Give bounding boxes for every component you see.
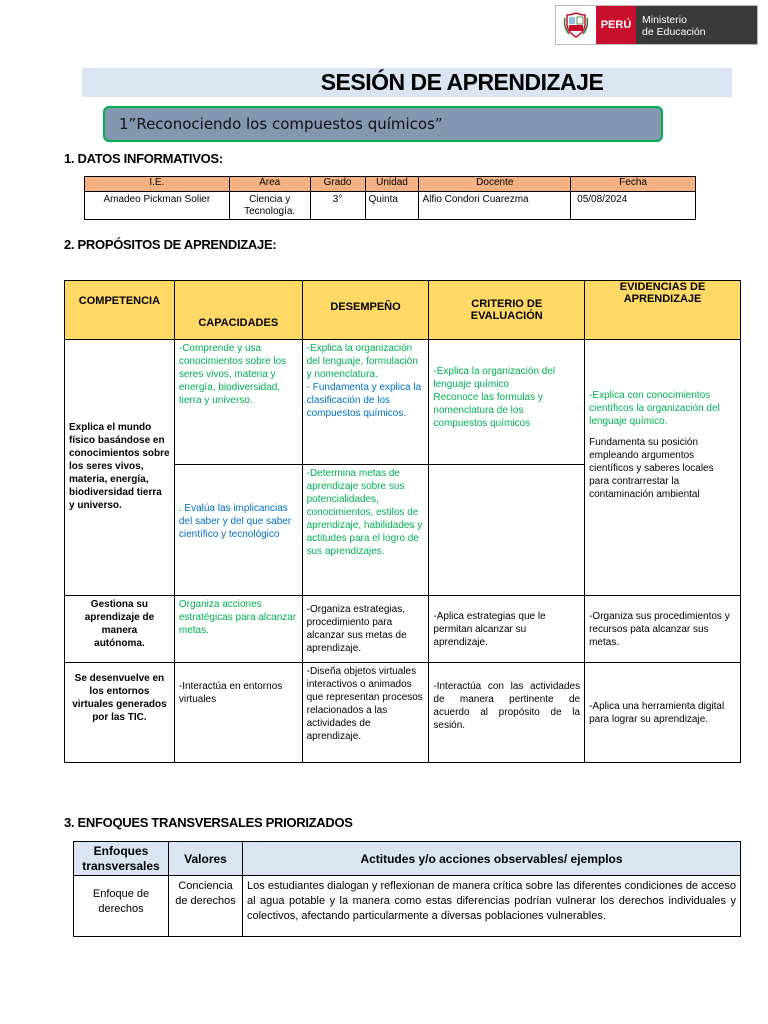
criterio-2 <box>429 465 585 596</box>
capacidad-1: -Comprende y usa conocimientos sobre los seres vivos, materia y energía, biodiversidad, tierra y universo. <box>174 340 302 465</box>
cell-actitudes: Los estudiantes dialogan y reflexionan de manera crítica sobre las diferentes condiciones de acceso al agua potable y la manera como estas diferencias podrían vulnerar los derechos individuales y colectivos, afectando particularmente a diversas poblaciones vulnerables. <box>243 876 741 937</box>
minedu-logo <box>555 5 758 45</box>
table-header-row <box>74 842 741 876</box>
datos-table <box>84 176 696 220</box>
cell-valor: Conciencia de derechos <box>169 876 243 937</box>
header-evidencias: EVIDENCIAS DE APRENDIZAJE <box>585 281 741 340</box>
table-row <box>85 192 696 220</box>
header-desempeno: DESEMPEÑO <box>302 281 429 340</box>
table-row <box>65 340 741 465</box>
criterio-1: -Explica la organización del lenguaje químico Reconoce las formulas y nomenclatura de los compuestos químicos <box>429 340 585 465</box>
header-docente: Docente <box>419 177 571 192</box>
evidencia-4: -Aplica una herramienta digital para lograr su aprendizaje. <box>585 663 741 763</box>
cell-ie: Amadeo Pickman Solier <box>85 192 230 220</box>
cell-unidad: Quinta <box>365 192 419 220</box>
cell-area: Ciencia y Tecnología. <box>229 192 310 220</box>
header-competencia: COMPETENCIA <box>65 281 175 340</box>
section-propositos-heading: 2. PROPÓSITOS DE APRENDIZAJE: <box>64 237 277 252</box>
table-row <box>74 876 741 937</box>
capacidad-2: . Evalúa las implicancias del saber y del que saber científico y tecnológico <box>174 465 302 596</box>
criterio-3: -Aplica estrategias que le permitan alcanzar su aprendizaje. <box>429 596 585 663</box>
enfoques-table <box>73 841 741 937</box>
desempeno-1: -Explica la organización del lenguaje, formulación y nomenclatura. - Fundamenta y explica la clasificación de los compuestos químicos. <box>302 340 429 465</box>
header-fecha: Fecha <box>571 177 696 192</box>
evidencia-3: -Organiza sus procedimientos y recursos pata alcanzar sus metas. <box>585 596 741 663</box>
header-capacidades: CAPACIDADES <box>174 281 302 340</box>
logo-ministry: Ministerio de Educación <box>636 6 757 44</box>
logo-country: PERÚ <box>596 6 636 44</box>
evidencia-1: -Explica con conocimientos científicos la organización del lenguaje químico. Fundamenta su posición empleando argumentos científicos y saberes locales para contrarrestar la contaminación ambiental <box>585 340 741 596</box>
cell-docente: Alfio Condori Cuarezma <box>419 192 571 220</box>
section-datos-heading: 1. DATOS INFORMATIVOS: <box>64 151 223 166</box>
capacidad-3: Organiza acciones estratégicas para alcanzar metas. <box>174 596 302 663</box>
table-row <box>65 596 741 663</box>
coat-of-arms-icon <box>556 6 596 44</box>
desempeno-4: -Diseña objetos virtuales interactivos o animados que representan procesos relacionados a las actividades de aprendizaje. <box>302 663 429 763</box>
header-ie: I.E. <box>85 177 230 192</box>
propositos-table <box>64 280 741 763</box>
table-header-row <box>65 281 741 340</box>
header-criterio: CRITERIO DE EVALUACIÓN <box>429 281 585 340</box>
session-subtitle: 1”Reconociendo los compuestos químicos” <box>103 106 663 142</box>
cell-grado: 3° <box>310 192 365 220</box>
header-grado: Grado <box>310 177 365 192</box>
header-enfoques: Enfoques transversales <box>74 842 169 876</box>
page-title: SESIÓN DE APRENDIZAJE <box>320 69 604 95</box>
header-area: Área <box>229 177 310 192</box>
capacidad-4: -Interactúa en entornos virtuales <box>174 663 302 763</box>
competencia-3: Se desenvuelve en los entornos virtuales generados por las TIC. <box>65 663 175 763</box>
table-header-row <box>85 177 696 192</box>
cell-enfoque: Enfoque de derechos <box>74 876 169 937</box>
cell-fecha: 05/08/2024 <box>571 192 696 220</box>
competencia-1: Explica el mundo físico basándose en conocimientos sobre los seres vivos, materia, energía, biodiversidad tierra y universo. <box>65 340 175 596</box>
header-valores: Valores <box>169 842 243 876</box>
header-unidad: Unidad <box>365 177 419 192</box>
header-actitudes: Actitudes y/o acciones observables/ ejemplos <box>243 842 741 876</box>
table-row <box>65 663 741 763</box>
section-enfoques-heading: 3. ENFOQUES TRANSVERSALES PRIORIZADOS <box>64 815 353 830</box>
desempeno-2: -Determina metas de aprendizaje sobre sus potencialidades, conocimientos, estilos de aprendizaje, habilidades y actitudes para el logro de sus aprendizajes. <box>302 465 429 596</box>
criterio-4: -Interactúa con las actividades de manera pertinente de acuerdo al propósito de la sesión. <box>429 663 585 763</box>
desempeno-3: -Organiza estrategias, procedimiento para alcanzar sus metas de aprendizaje. <box>302 596 429 663</box>
competencia-2: Gestiona su aprendizaje de manera autónoma. <box>65 596 175 663</box>
